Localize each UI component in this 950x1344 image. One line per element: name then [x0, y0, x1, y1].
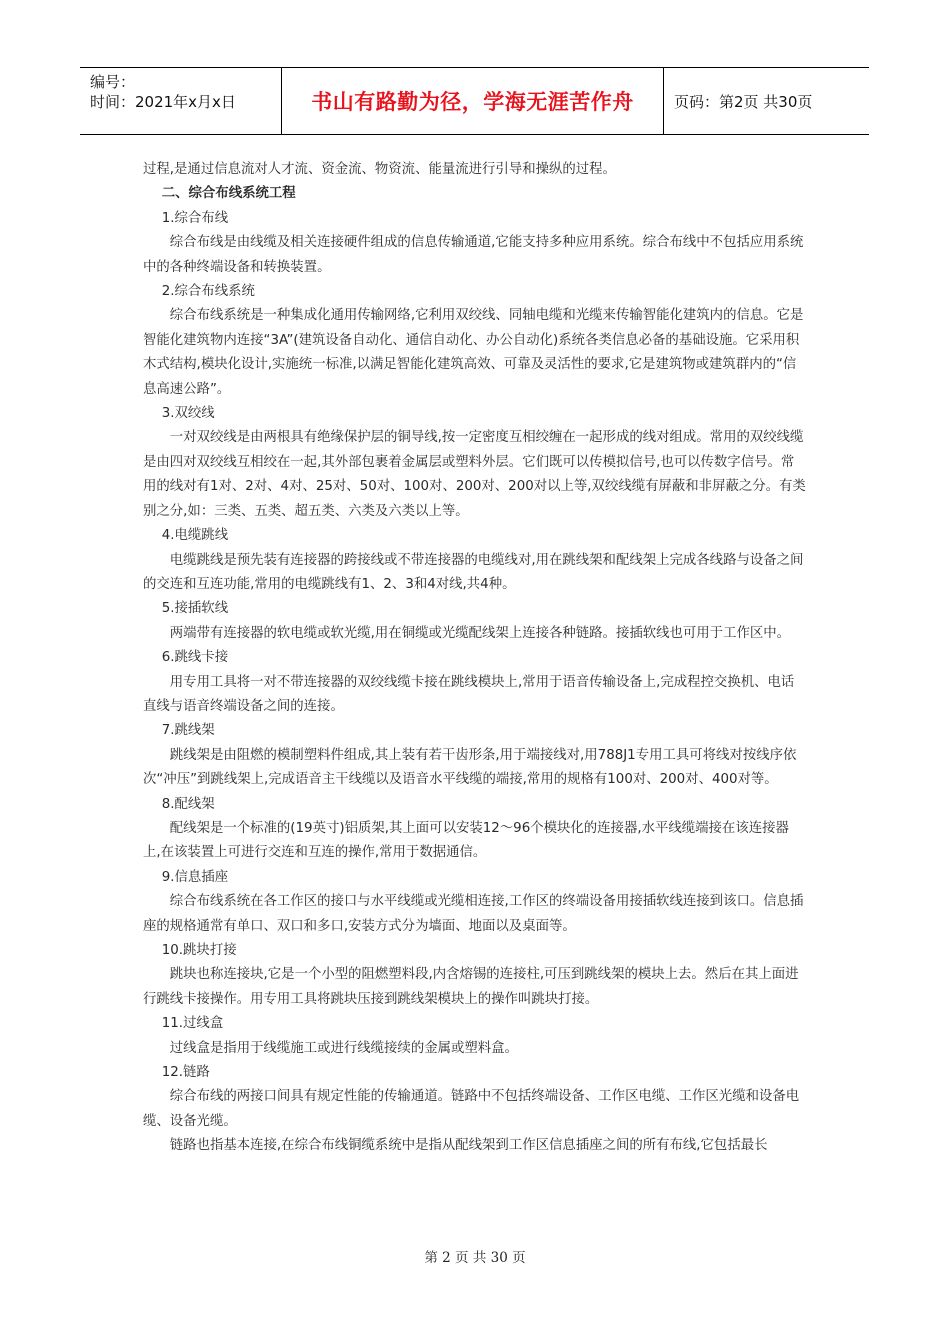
body-paragraph: 跳线架是由阻燃的模制塑料件组成,其上装有若干齿形条,用于端接线对,用788J1专用工具可将线对按线序依次“冲压”到跳线架上,完成语音主干线缆以及语音水平线缆的端接,常用的规格有100对、200对、400对等。	[143, 747, 797, 788]
document-time-label: 时间：2021年x月x日	[90, 93, 236, 111]
item-heading: 9.信息插座	[161, 869, 229, 885]
document-number-label: 编号：	[90, 73, 136, 91]
header-page-cell	[664, 68, 869, 134]
item-heading: 12.链路	[161, 1065, 210, 1081]
body-paragraph: 跳块也称连接块,它是一个小型的阻燃塑料段,内含熔锡的连接柱,可压到跳线架的模块上去。然后在其上面进行跳线卡接操作。用专用工具将跳块压接到跳线架模块上的操作叫跳块打接。	[143, 967, 799, 1007]
item-heading: 7.跳线架	[161, 723, 215, 739]
body-paragraph: 用专用工具将一对不带连接器的双绞线缆卡接在跳线模块上,常用于语音传输设备上,完成程控交换机、电话直线与语音终端设备之间的连接。	[143, 674, 795, 714]
header-motto-cell	[282, 68, 664, 134]
body-paragraph: 综合布线是由线缆及相关连接硬件组成的信息传输通道,它能支持多种应用系统。综合布线中不包括应用系统中的各种终端设备和转换装置。	[143, 235, 804, 275]
header-page-info: 页码：第2页 共30页	[674, 92, 813, 111]
body-paragraph: 过线盒是指用于线缆施工或进行线缆接续的金属或塑料盒。	[169, 1040, 518, 1056]
body-paragraph: 综合布线的两接口间具有规定性能的传输通道。链路中不包括终端设备、工作区电缆、工作区光缆和设备电缆、设备光缆。	[143, 1089, 800, 1129]
body-paragraph: 综合布线系统是一种集成化通用传输网络,它利用双绞线、同轴电缆和光缆来传输智能化建筑内的信息。它是智能化建筑物内连接“3A”(建筑设备自动化、通信自动化、办公自动化)系统各类信息必备的基础设施。它采用积木式结构,模块化设计,实施统一标准,以满足智能化建筑高效、可靠及灵活性的要求,它是建筑物或建筑群内的“信息高速公路”。	[143, 308, 804, 397]
header-motto: 书山有路勤为径，学海无涯苦作舟	[311, 89, 634, 114]
item-heading: 4.电缆跳线	[161, 528, 229, 544]
body-paragraph: 两端带有连接器的软电缆或软光缆,用在铜缆或光缆配线架上连接各种链路。接插软线也可用于工作区中。	[169, 625, 791, 641]
body-paragraph: 电缆跳线是预先装有连接器的跨接线或不带连接器的电缆线对,用在跳线架和配线架上完成各线路与设备之间的交连和互连功能,常用的电缆跳线有1、2、3和4对线,共4种。	[143, 552, 804, 592]
document-body	[143, 158, 806, 1159]
body-paragraph: 综合布线系统在各工作区的接口与水平线缆或光缆相连接,工作区的终端设备用接插软线连接到该口。信息插座的规格通常有单口、双口和多口,安装方式分为墙面、地面以及桌面等。	[143, 894, 804, 934]
body-paragraph: 一对双绞线是由两根具有绝缘保护层的铜导线,按一定密度互相绞缠在一起形成的线对组成。常用的双绞线缆是由四对双绞线互相绞在一起,其外部包裹着金属层或塑料外层。它们既可以传模拟信号,也可以传数字信号。常用的线对有1对、2对、4对、25对、50对、100对、200对、200对以上等,双绞线缆有屏蔽和非屏蔽之分。有类别之分,如：三类、五类、超五类、六类及六类以上等。	[143, 430, 806, 519]
item-heading: 5.接插软线	[161, 601, 229, 617]
page-footer: 第 2 页 共 30 页	[424, 1250, 526, 1266]
item-heading: 8.配线架	[161, 796, 215, 812]
item-heading: 10.跳块打接	[161, 943, 237, 958]
item-heading: 3.双绞线	[161, 406, 215, 422]
item-heading: 2.综合布线系统	[161, 284, 255, 300]
body-paragraph: 链路也指基本连接,在综合布线铜缆系统中是指从配线架到工作区信息插座之间的所有布线,它包括最长	[169, 1138, 768, 1154]
item-heading: 11.过线盒	[161, 1016, 224, 1032]
item-heading: 6.跳线卡接	[161, 650, 229, 666]
body-paragraph: 配线架是一个标准的(19英寸)铝质架,其上面可以安装12～96个模块化的连接器,水平线缆端接在该连接器上,在该装置上可进行交连和互连的操作,常用于数据通信。	[143, 820, 789, 861]
header-meta-cell	[80, 68, 282, 134]
paragraph-continuation: 过程,是通过信息流对人才流、资金流、物资流、能量流进行引导和操纵的过程。	[143, 162, 616, 177]
page-header	[80, 67, 869, 135]
section-heading: 二、综合布线系统工程	[161, 186, 296, 202]
item-heading: 1.综合布线	[161, 210, 229, 226]
